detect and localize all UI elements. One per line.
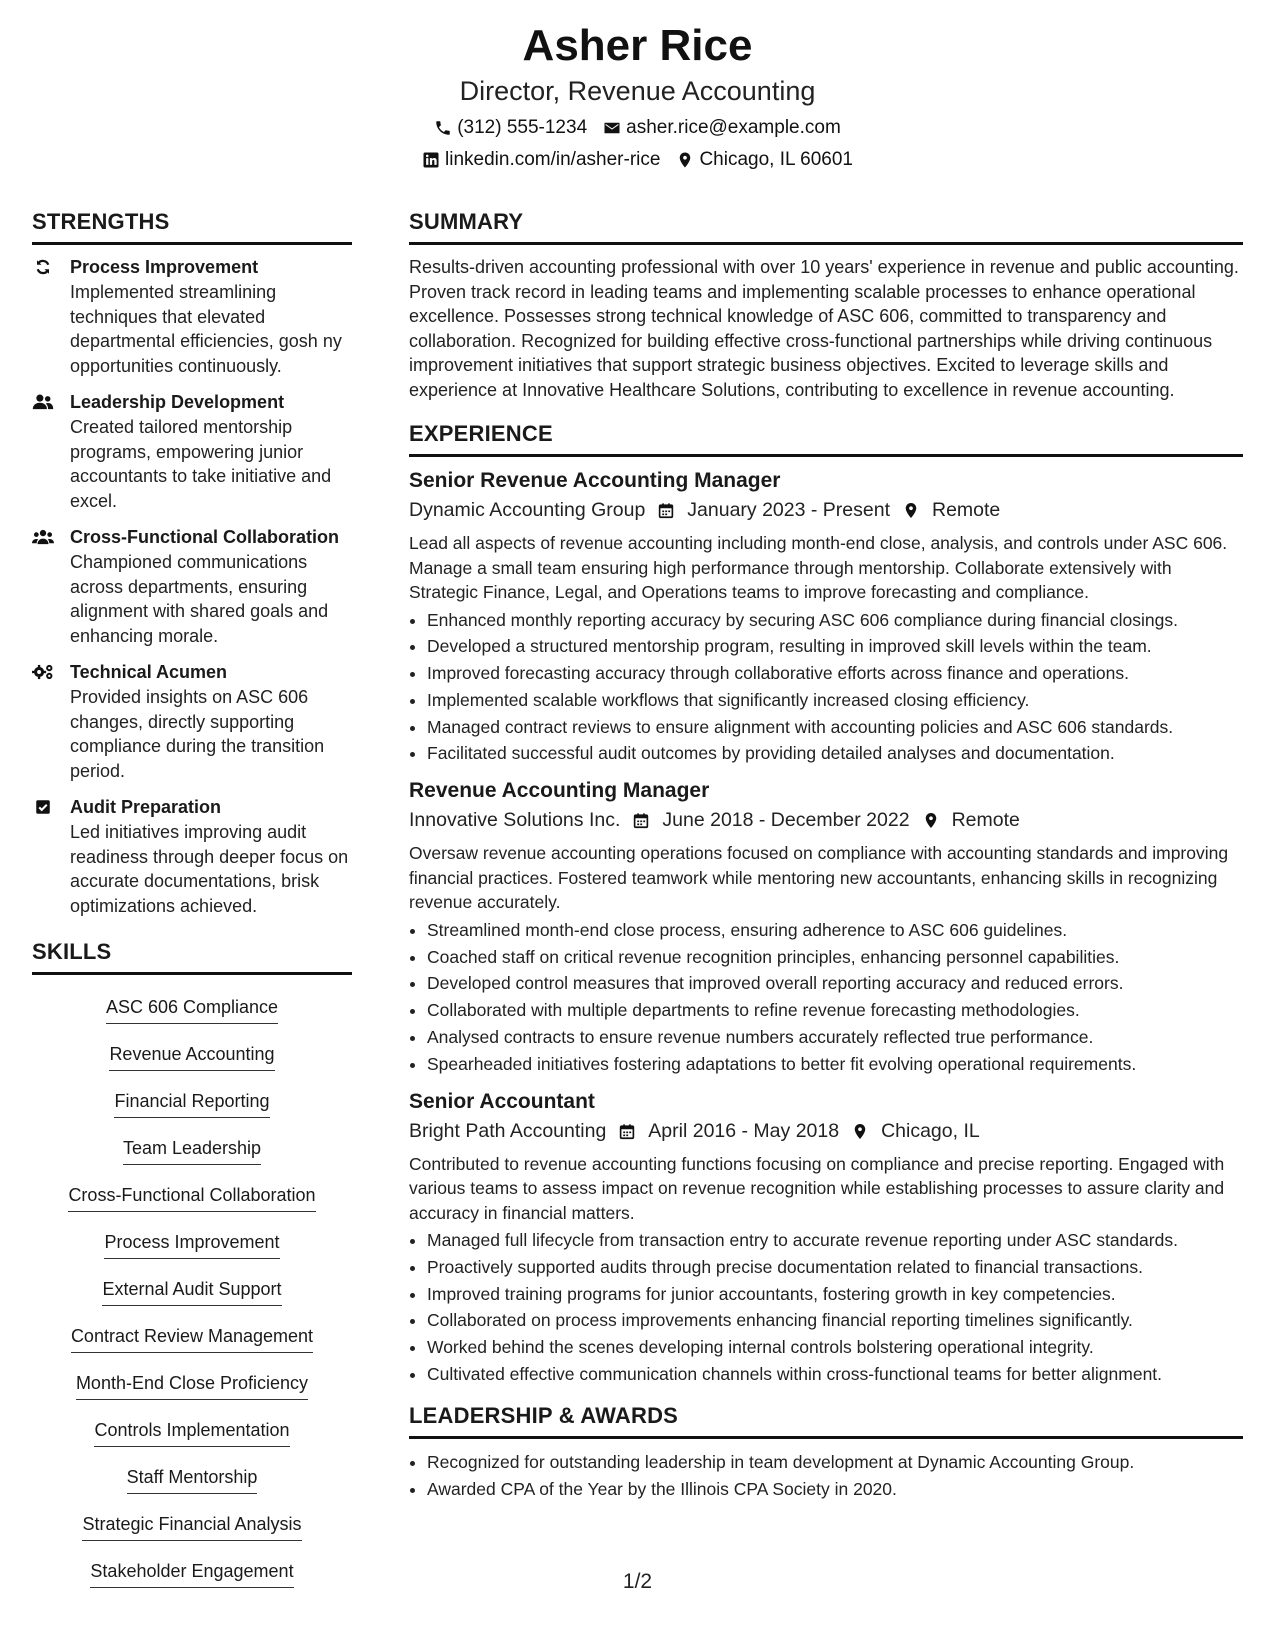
job-location: Remote — [951, 809, 1020, 832]
job-title: Revenue Accounting Manager — [409, 779, 710, 803]
skill-tag: Staff Mentorship — [127, 1465, 258, 1494]
bullet-item: • Coached staff on critical revenue recognition principles, enhancing personnel capabilities. — [427, 944, 1243, 971]
company-name: Dynamic Accounting Group — [409, 499, 646, 521]
contact-row-2 — [0, 146, 1275, 174]
map-pin-icon — [851, 1122, 869, 1140]
resume-header — [0, 18, 1275, 174]
job-dates: January 2023 - Present — [687, 499, 890, 521]
linkedin-icon — [422, 151, 440, 169]
bullet-item: • Implemented scalable workflows that significantly increased closing efficiency. — [427, 687, 1243, 714]
candidate-name: Asher Rice — [522, 21, 753, 70]
bullet-item: • Awarded CPA of the Year by the Illinois CPA Society in 2020. — [427, 1476, 1243, 1503]
job-meta — [409, 495, 1243, 525]
group-icon — [32, 525, 58, 648]
bullet-item: • Improved forecasting accuracy through collaborative efforts across finance and operations. — [427, 660, 1243, 687]
company-name: Bright Path Accounting — [409, 1119, 607, 1142]
strength-item — [32, 795, 352, 918]
linkedin-text[interactable]: linkedin.com/in/asher-rice — [445, 149, 661, 170]
bullet-item: • Collaborated on process improvements enhancing financial reporting timelines significantly. — [427, 1307, 1243, 1334]
job-description: Lead all aspects of revenue accounting including month-end close, analysis, and controls under ASC 606. Manage a small team ensuring high performance through mentorship. Collaborate extensively with Strategic Finance, Legal, and Operations teams to improve forecasting and compliance. — [409, 533, 1228, 602]
strength-item — [32, 660, 352, 783]
email-text[interactable]: asher.rice@example.com — [626, 117, 841, 138]
bullet-item: • Streamlined month-end close process, ensuring adherence to ASC 606 guidelines. — [427, 917, 1243, 944]
company-name: Innovative Solutions Inc. — [409, 809, 621, 832]
email-contact[interactable] — [603, 114, 841, 142]
experience-entry — [409, 467, 1243, 767]
job-meta — [409, 1116, 1243, 1146]
bullet-item: • Cultivated effective communication channels within cross-functional teams for better alignment. — [427, 1361, 1243, 1388]
strength-item — [32, 525, 352, 648]
map-pin-icon — [676, 151, 694, 169]
skill-tag: Cross-Functional Collaboration — [68, 1183, 315, 1212]
bullet-item: • Collaborated with multiple departments to refine revenue forecasting methodologies. — [427, 997, 1243, 1024]
bullet-item: • Managed contract reviews to ensure alignment with accounting policies and ASC 606 standards. — [427, 714, 1243, 741]
strength-desc: Created tailored mentorship programs, empowering junior accountants to take initiative and excel. — [70, 417, 332, 511]
bullet-item: • Improved training programs for junior accountants, fostering growth in key competencies. — [427, 1281, 1243, 1308]
skill-tag: Stakeholder Engagement — [90, 1559, 293, 1588]
job-meta — [409, 805, 1243, 835]
skill-tag: Month-End Close Proficiency — [76, 1371, 308, 1400]
skill-tag: ASC 606 Compliance — [106, 995, 278, 1024]
phone-contact — [434, 114, 587, 142]
experience-heading: EXPERIENCE — [409, 420, 1243, 457]
phone-text: (312) 555-1234 — [457, 117, 588, 138]
job-description: Oversaw revenue accounting operations focused on compliance with accounting standards and improving financial practices. Fostered teamwork while mentoring new accountants, enhancing skills in recognizing revenue accurately. — [409, 843, 1229, 913]
bullet-item: • Proactively supported audits through precise documentation related to financial transactions. — [427, 1254, 1243, 1281]
map-pin-icon — [902, 501, 920, 519]
skill-tag: Financial Reporting — [114, 1089, 269, 1118]
bullet-item: • Developed control measures that improved overall reporting accuracy and reduced errors. — [427, 970, 1243, 997]
bullet-item: • Facilitated successful audit outcomes by providing detailed analyses and documentation. — [427, 740, 1243, 767]
strength-title: Process Improvement — [70, 257, 259, 277]
map-pin-icon — [922, 811, 940, 829]
leadership-bullets — [409, 1449, 1243, 1503]
experience-entry — [409, 777, 1243, 1077]
strength-item — [32, 390, 352, 513]
right-column — [409, 208, 1243, 1512]
job-bullets — [409, 917, 1243, 1078]
strength-desc: Implemented streamlining techniques that elevated departmental efficiencies, gosh ny opportunities continuously. — [70, 282, 342, 376]
job-dates: June 2018 - December 2022 — [662, 809, 910, 832]
skills-list — [32, 985, 352, 1596]
bullet-item: • Enhanced monthly reporting accuracy by securing ASC 606 compliance during financial closings. — [427, 607, 1243, 634]
skill-tag: Contract Review Management — [71, 1324, 313, 1353]
job-bullets — [409, 1227, 1243, 1388]
skill-tag: Controls Implementation — [94, 1418, 289, 1447]
bullet-item: • Recognized for outstanding leadership in team development at Dynamic Accounting Group. — [427, 1449, 1243, 1476]
skill-tag: External Audit Support — [102, 1277, 281, 1306]
job-title: Senior Accountant — [409, 1089, 595, 1113]
job-location: Remote — [932, 499, 1001, 521]
summary-text: Results-driven accounting professional with over 10 years' experience in revenue and public accounting. Proven track record in leading teams and implementing scalable processes to enhance operational excellence. Possesses strong technical knowledge of ASC 606, committed to transparency and collaboration. Recognized for building effective cross-functional partnerships while driving continuous improvement initiatives that support strategic business objectives. Excited to leverage skills and experience at Innovative Healthcare Solutions, contributing to excellence in revenue accounting. — [409, 257, 1239, 400]
bullet-item: • Developed a structured mentorship program, resulting in improved skill levels within the team. — [427, 633, 1243, 660]
page-number: 1/2 — [622, 1570, 653, 1593]
job-bullets — [409, 607, 1243, 768]
strength-item — [32, 255, 352, 378]
sync-icon — [32, 255, 58, 378]
bullet-item: • Spearheaded initiatives fostering adaptations to better fit evolving operational requirements. — [427, 1051, 1243, 1078]
job-dates: April 2016 - May 2018 — [648, 1119, 840, 1142]
location-contact — [676, 146, 853, 174]
strength-title: Audit Preparation — [70, 797, 222, 817]
calendar-icon — [657, 501, 675, 519]
users-icon — [32, 390, 58, 513]
location-text: Chicago, IL 60601 — [699, 149, 853, 170]
candidate-role: Director, Revenue Accounting — [459, 76, 816, 106]
strength-title: Technical Acumen — [70, 662, 228, 682]
job-description: Contributed to revenue accounting functions focusing on compliance and precise reporting. Engaged with various teams to assess impact on revenue recognition while establishing processes to assure clarity and accuracy in financial matters. — [409, 1153, 1225, 1223]
strength-title: Leadership Development — [70, 392, 285, 412]
skills-heading: SKILLS — [32, 938, 352, 975]
contact-row-1 — [0, 114, 1275, 142]
left-column — [32, 208, 352, 1596]
calendar-icon — [632, 811, 650, 829]
phone-icon — [434, 119, 452, 137]
skill-tag: Team Leadership — [123, 1136, 261, 1165]
strength-title: Cross-Functional Collaboration — [70, 527, 340, 547]
strength-desc: Provided insights on ASC 606 changes, directly supporting compliance during the transition period. — [70, 687, 325, 781]
linkedin-contact[interactable] — [422, 146, 660, 174]
skill-tag: Process Improvement — [104, 1230, 279, 1259]
leadership-heading: LEADERSHIP & AWARDS — [409, 1402, 1243, 1439]
bullet-item: • Managed full lifecycle from transaction entry to accurate revenue reporting under ASC standards. — [427, 1227, 1243, 1254]
summary-heading: SUMMARY — [409, 208, 1243, 245]
gears-icon — [32, 660, 58, 783]
strength-desc: Championed communications across departments, ensuring alignment with shared goals and enhancing morale. — [70, 552, 329, 646]
bullet-item: • Analysed contracts to ensure revenue numbers accurately reflected true performance. — [427, 1024, 1243, 1051]
skill-tag: Revenue Accounting — [109, 1042, 274, 1071]
job-title: Senior Revenue Accounting Manager — [409, 469, 781, 492]
strength-desc: Led initiatives improving audit readiness through deeper focus on accurate documentations, brisk optimizations achieved. — [70, 822, 349, 916]
experience-entry — [409, 1088, 1243, 1388]
job-location: Chicago, IL — [881, 1119, 980, 1142]
skill-tag: Strategic Financial Analysis — [82, 1512, 301, 1541]
strengths-heading: STRENGTHS — [32, 208, 352, 245]
envelope-icon — [603, 119, 621, 137]
bullet-item: • Worked behind the scenes developing internal controls bolstering operational integrity. — [427, 1334, 1243, 1361]
calendar-icon — [618, 1122, 636, 1140]
checkbox-icon — [32, 795, 58, 918]
